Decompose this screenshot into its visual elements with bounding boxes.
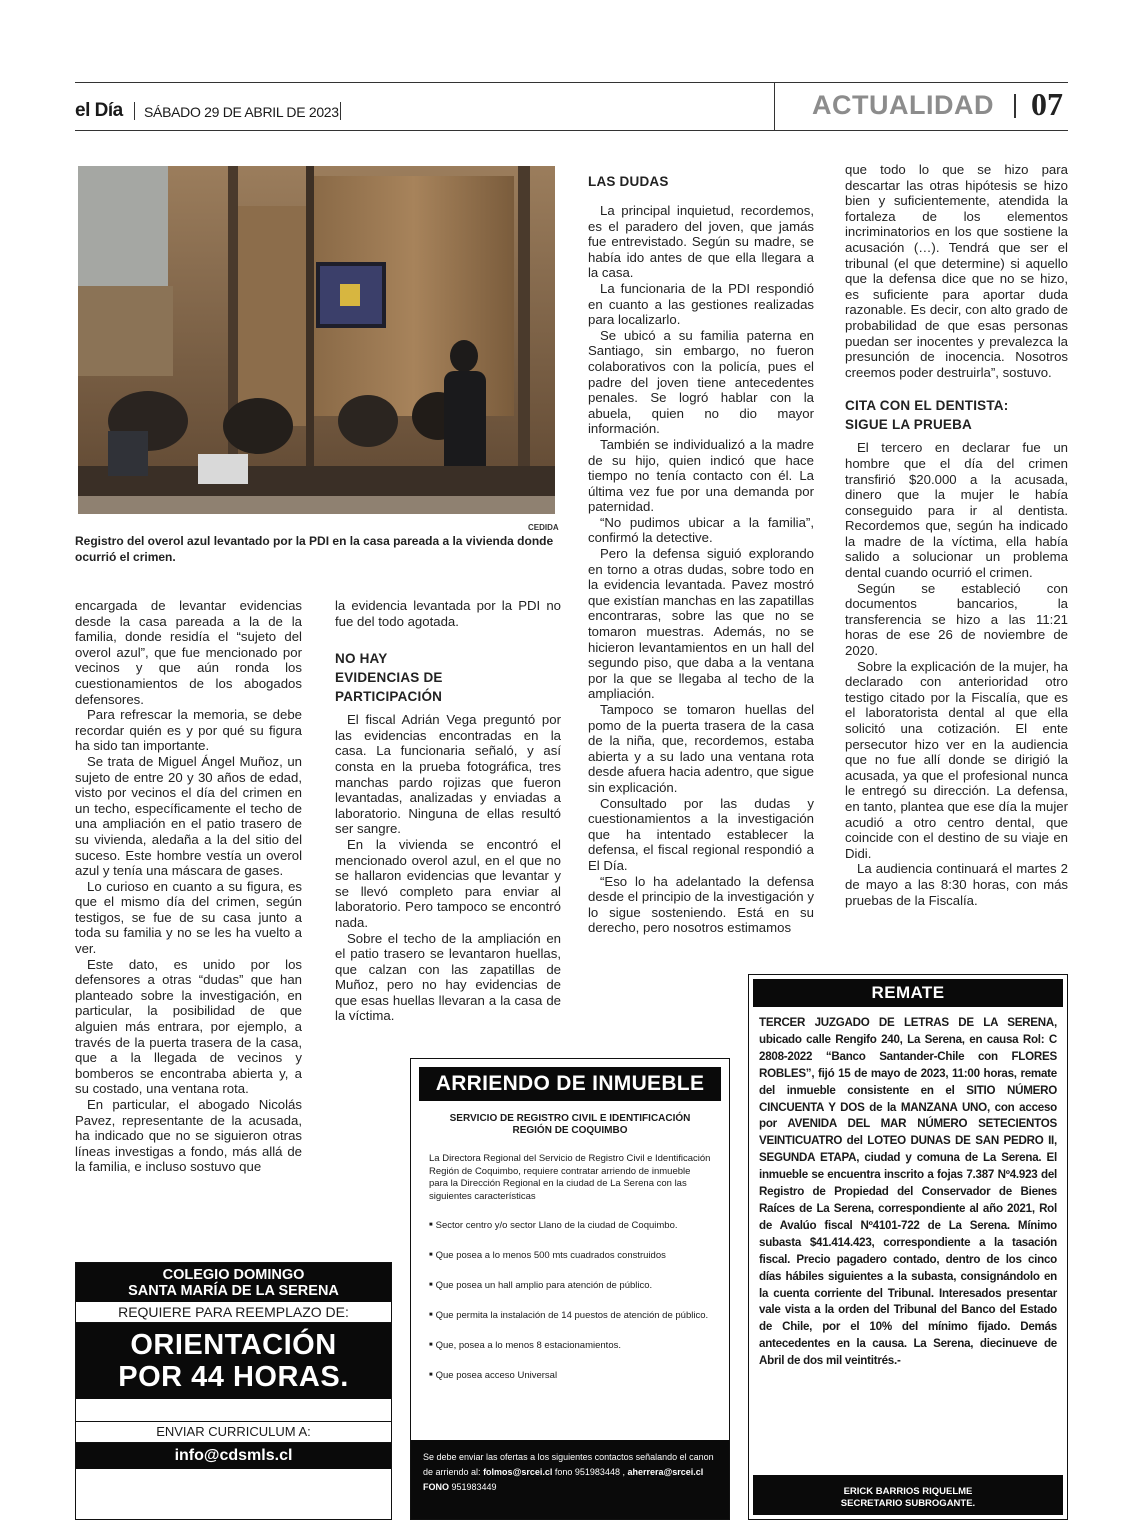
agency-line: SERVICIO DE REGISTRO CIVIL E IDENTIFICACIÓN <box>449 1113 691 1124</box>
list-item: ■ Que permita la instalación de 14 puestos de atención de público. <box>429 1309 711 1322</box>
article-paragraph: La funcionaria de la PDI respondió en cuanto a las gestiones realizadas para localizarlo. <box>588 280 814 328</box>
photo-caption: Registro del overol azul levantado por la PDI en la casa pareada a la vivienda donde ocurrió el crimen. <box>75 534 554 564</box>
article-column-1 <box>75 598 302 1175</box>
requires-label: REQUIERE PARA REEMPLAZO DE: <box>76 1302 391 1323</box>
courtroom-photo <box>78 166 555 514</box>
subheading-dudas: LAS DUDAS <box>588 174 669 189</box>
article-paragraph: “No pudimos ubicar a la familia”, confirmó la detective. <box>588 514 814 546</box>
send-cv-label: ENVIAR CURRICULUM A: <box>76 1421 391 1443</box>
arriendo-contacts <box>411 1440 729 1519</box>
article-paragraph: La audiencia continuará el martes 2 de mayo a las 8:30 horas, con más pruebas de la Fiscalía. <box>845 861 1068 908</box>
article-paragraph: Se trata de Miguel Ángel Muñoz, un sujeto de entre 20 y 30 años de edad, visto por vecinos el día del crimen en un techo, específicamente el techo de una ampliación en el patio trasero de su vivienda, aledaña a la del sitio del suceso. Este hombre vestía un overol azul y tenía una máscara de gases. <box>75 753 302 879</box>
article-paragraph: En la vivienda se encontró el mencionado overol azul, en el que no se hallaron evidencias que levantar y se llevó completo para enviar al laboratorio. Pero tampoco se encontró nada. <box>335 836 561 930</box>
subheading-dentista: CITA CON EL DENTISTA: <box>845 398 1009 414</box>
section-title: ACTUALIDAD <box>812 90 994 120</box>
newspaper-logo: el Día <box>75 100 123 121</box>
article-paragraph: encargada de levantar evidencias desde la casa pareada a la de la familia, donde residía el “sujeto del overol azul”, que fue mencionado por vecinos y que aún ronda los cuestionamientos de los abogados defensores. <box>75 598 302 707</box>
remate-title: REMATE <box>753 979 1063 1007</box>
header-separator <box>134 102 135 120</box>
article-paragraph: En particular, el abogado Nicolás Pavez, representante de la acusada, ha indicado que no se siguieron otras líneas investigas a fondo, más allá de la familia, e incluso sostuvo que <box>75 1097 302 1175</box>
header-rule-top <box>75 82 1068 83</box>
article-paragraph: Sobre la explicación de la mujer, ha declarado con anterioridad otro testigo citado por la Fiscalía, que es el laboratorista dental al que ella solicitó una cotización. El ente persecutor hizo ver en la audiencia que no fue allí donde se dirigió la acusada, ya que el profesional nunca le entregó su dirección. La defensa, en tanto, plantea que ese día la mujer acudió a otro centro dental, que coincide con el destino de su viaje en Didi. <box>845 658 1068 861</box>
list-item: ■ Sector centro y/o sector Llano de la ciudad de Coquimbo. <box>429 1219 711 1232</box>
arriendo-agency <box>431 1113 709 1137</box>
contact-email[interactable]: info@cdsmls.cl <box>76 1443 391 1469</box>
article-paragraph: Se ubicó a su familia paterna en Santiago, sin embargo, no fueron colaborativos con la policía, pues el padre del joven tiene antecedentes penales. Se logró hablar con la abuela, quien no dio mayor información. <box>588 327 814 437</box>
issue-date: SÁBADO 29 DE ABRIL DE 2023 <box>144 104 339 120</box>
contact-phone: fono 951983448 , <box>554 1467 625 1477</box>
contact-email[interactable]: folmos@srcei.cl <box>483 1467 553 1477</box>
article-paragraph: que todo lo que se hizo para descartar las otras hipótesis se hizo bien y suficientemente, atendida la fortaleza de los elementos incriminatorios en los que sostiene la acusación (…). Tendrá que ser el tribunal (el que determine) si aquello que la defensa dice que no se hizo, es suficiente para aportar duda razonable. Es decir, con alto grado de probabilidad de que esas personas puedan ser inocentes y prevalezca la presunción de inocencia. Nosotros creemos poder destruirla”, sostuvo. <box>845 162 1068 380</box>
article-column-4 <box>845 162 1068 908</box>
article-paragraph: Lo curioso en cuanto a su figura, es que el mismo día del crimen, según testigos, se fue de su casa junto a toda su familia y no se les ha vuelto a ver. <box>75 878 302 957</box>
article-column-3 <box>588 170 814 936</box>
article-paragraph: Pero la defensa siguió explorando en torno a otras dudas, sobre todo en la evidencia levantada. Pavez mostró que existían manchas en las zapatillas encontraras, sobre las que no se tomaron muestras. Además, no se hicieron levantamientos en un hall del segundo piso, que daba a la ventana por la que se llegaba al techo de la ampliación. <box>588 546 814 702</box>
article-paragraph: Este dato, es unido por los defensores a otras “dudas” que han planteado sobre la investigación, en particular, la posibilidad de que alguien más entrara, por ejemplo, a través de la puerta trasera de la casa, que a la llegada de vecinos y bomberos se encontraba abierta y, a su costado, una ventana rota. <box>75 956 302 1097</box>
arriendo-ad <box>410 1058 730 1520</box>
colegio-job-ad <box>75 1262 392 1520</box>
list-item: ■ Que posea un hall amplio para atención de público. <box>429 1279 711 1292</box>
header-divider <box>774 82 775 130</box>
article-paragraph: la evidencia levantada por la PDI no fue del todo agotada. <box>335 598 561 629</box>
header-separator <box>1014 94 1016 118</box>
contact-phone: 951983449 <box>451 1482 497 1492</box>
arriendo-intro: La Directora Regional del Servicio de Registro Civil e Identificación Región de Coquimbo, requiere contratar arriendo de inmueble para la Dirección Regional en la ciudad de La Serena con las siguientes características <box>429 1153 711 1202</box>
article-paragraph: Tampoco se tomaron huellas del pomo de la puerta trasera de la casa de la niña, que, recordemos, estaba abierta y a su lado una ventana rota desde afuera hacia adentro, que sigue sin explicación. <box>588 702 814 795</box>
article-paragraph: La principal inquietud, recordemos, es el paradero del joven, que jamás fue entrevistado. Según su madre, se había ido antes de que ella llegara a la casa. <box>588 203 814 281</box>
article-paragraph: Consultado por las dudas y cuestionamientos a la investigación que ha intentado establecer la defensa, el fiscal regional respondió a El Día. <box>588 795 814 873</box>
school-name-line: COLEGIO DOMINGO <box>162 1267 305 1283</box>
contacts-text: Se debe enviar las ofertas a los siguientes contactos señalando el canon de arriendo al: <box>423 1452 714 1477</box>
agency-line: REGIÓN DE COQUIMBO <box>512 1125 628 1136</box>
page-number: 07 <box>1031 86 1063 122</box>
contact-email[interactable]: aherrera@srcei.cl <box>627 1467 704 1477</box>
article-paragraph: Sobre el techo de la ampliación en el patio trasero se levantaron huellas, que calzan con las zapatillas de Muñoz, pero no hay evidencias de que esas huellas llevaran a la casa de la víctima. <box>335 930 561 1024</box>
position-title <box>76 1323 391 1399</box>
signer-name: ERICK BARRIOS RIQUELME <box>843 1486 973 1497</box>
article-paragraph: Para refrescar la memoria, se debe recordar quién es y por qué su figura ha sido tan importante. <box>75 707 302 754</box>
list-item: ■ Que, posea a lo menos 8 estacionamientos. <box>429 1339 711 1352</box>
remate-signature <box>753 1474 1063 1515</box>
header-rule-bottom <box>75 130 1068 131</box>
header-separator <box>340 102 341 120</box>
signer-title: SECRETARIO SUBROGANTE. <box>840 1498 976 1509</box>
requirements-list <box>429 1219 711 1382</box>
school-name <box>76 1263 391 1302</box>
subheading-prueba: SIGUE LA PRUEBA <box>845 417 973 433</box>
subheading-evidencias: NO HAY EVIDENCIAS DE PARTICIPACIÓN <box>335 651 443 705</box>
remate-body: TERCER JUZGADO DE LETRAS DE LA SERENA, ubicado calle Rengifo 240, La Serena, en causa Rol: C 2808-2022 “Banco Santander-Chile con FLORES ROBLES”, fijó 15 de mayo de 2023, 11:00 horas, remate del inmueble consistente en el SITIO NÚMERO CINCUENTA Y DOS de la MANZANA UNO, con acceso por AVENIDA DEL MAR NÚMERO SETECIENTOS VEINTICUATRO del LOTEO DUNAS DE SAN PEDRO II, SEGUNDA ETAPA, ciudad y comuna de La Serena. El inmueble se encuentra inscrito a fojas 7.387 Nº4.923 del Registro de Propiedad del Conservador de Bienes Raíces de La Serena, correspondiente al año 2021, Rol de Avalúo fiscal Nº4101-722 de La Serena. Mínimo subasta $41.414.423, correspondiente a la tasación fiscal. Precio pagadero contado, dentro de los cinco días hábiles siguientes a la subasta, consignándolo en la cuenta corriente del Tribunal. Interesados presentar vale vista a la orden del Tribunal del Banco del Estado de Chile, por el 10% del mínimo fijado. Demás antecedentes en la causa. La Serena, diecinueve de Abril de dos mil veintitrés.- <box>759 1016 1057 1368</box>
article-paragraph: “Eso lo ha adelantado la defensa desde el principio de la investigación y lo sigue sosteniendo. Está en su derecho, pero nosotros estimamos <box>588 873 814 936</box>
position-line: ORIENTACIÓN <box>130 1329 337 1361</box>
position-line: POR 44 HORAS. <box>118 1361 349 1393</box>
article-paragraph: También se individualizó a la madre de su hijo, quien indicó que hace tiempo no tenía contacto con él. La última vez fue por una demanda por paternidad. <box>588 436 814 515</box>
article-paragraph: El tercero en declarar fue un hombre que el día del crimen transfirió $20.000 a la acusada, dinero que la mujer le había conseguido para ir al dentista. Recordemos que, según ha indicado la madre de la víctima, ella había salido a solucionar un problema dental cuando ocurrió el crimen. <box>845 440 1068 581</box>
list-item: ■ Que posea a lo menos 500 mts cuadrados construidos <box>429 1249 711 1262</box>
arriendo-title: ARRIENDO DE INMUEBLE <box>419 1067 721 1101</box>
list-item: ■ Que posea acceso Universal <box>429 1369 711 1382</box>
phone-label: FONO <box>423 1482 449 1492</box>
article-paragraph: Según se estableció con documentos bancarios, la transferencia se hizo a las 11:21 horas de ese 26 de noviembre de 2020. <box>845 580 1068 659</box>
school-name-line: SANTA MARÍA DE LA SERENA <box>128 1283 339 1299</box>
courtroom-illustration <box>78 166 555 514</box>
remate-ad <box>748 974 1068 1520</box>
photo-credit: CEDIDA <box>528 523 559 532</box>
article-paragraph: El fiscal Adrián Vega preguntó por las evidencias encontradas en la casa. La funcionaria señaló, y así consta en la prueba fotográfica, tres manchas pardo rojizas que fueron levantadas, analizadas y enviadas a laboratorio. Ninguna de ellas resultó ser sangre. <box>335 712 561 837</box>
article-column-2 <box>335 598 561 1024</box>
